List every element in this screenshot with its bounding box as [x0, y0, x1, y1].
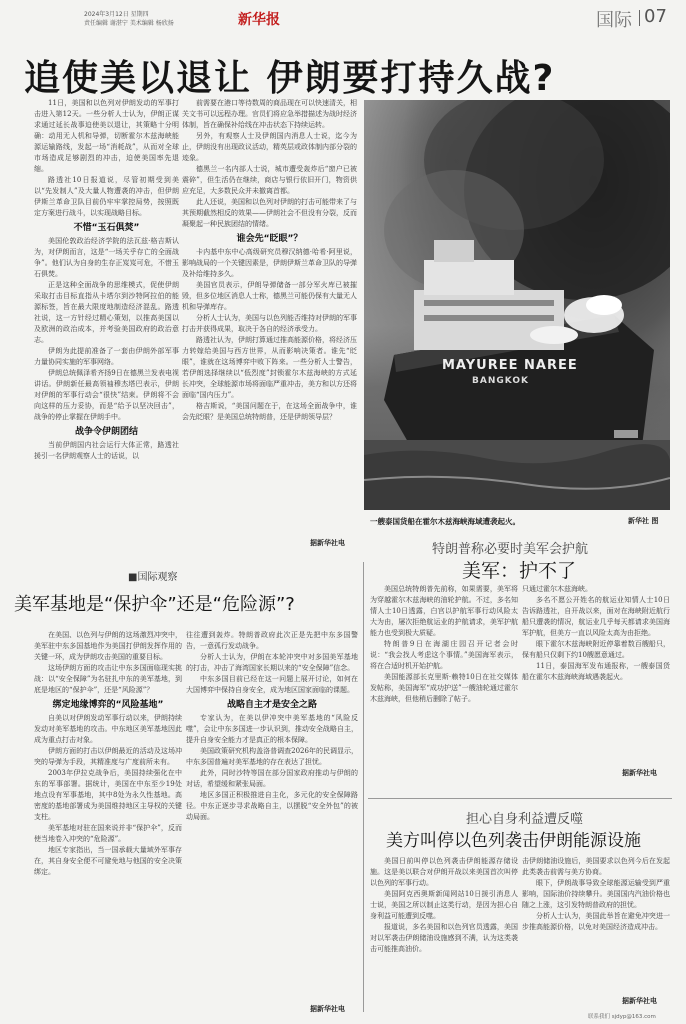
article-column [186, 630, 358, 1002]
article-credit: 据新华社电 [310, 539, 345, 547]
paragraph: 分析人士认为，美国与以色列能否维持对伊朗的军事打击并获得成果，取决于各自的经济承受力。 [182, 314, 357, 333]
paragraph: 自美以对伊朗发动军事行动以来，伊朗持续发动对美军基地的攻击。中东地区美军基地因此成为重点打击对象。 [34, 714, 182, 744]
article-column [34, 630, 182, 1008]
burning-ship-image [364, 100, 670, 510]
paragraph: 专家认为，在美以伊冲突中美军基地的“风险反噬”，会让中东多国进一步认识到，推动安全战略自主，提升自身安全能力才是真正的根本保障。 [186, 714, 358, 744]
paragraph: 美国总统特朗普先前称，如果需要，美军将为穿越霍尔木兹海峡的油轮护航。不过，多名知情人士10日透露，白宫以护航军事行动风险太大为由，屡次拒绝航运业的护航请求，美军护航能力也受到极大质疑。 [370, 585, 518, 637]
paragraph: 美国官员表示，伊朗导弹储备一部分军火库已被摧毁，但多位地区消息人士称，德黑兰可能仍保有大量无人机和导弹库存。 [182, 281, 357, 311]
ship-name: MAYUREE NAREE [442, 358, 578, 373]
paragraph: 地区专家指出，当一国承载大量域外军事存在，其自身安全便不可避免地与他国的安全决策绑定。 [34, 846, 182, 876]
article-headline: 美军：护不了 [462, 560, 577, 582]
article-kicker: 担心自身利益遭反噬 [466, 812, 584, 827]
subheading: 战争令伊朗团结 [74, 427, 138, 437]
paragraph: 伊朗方面的打击以伊朗最近的活动及这场冲突的导弹为手段，其精准度与广度前所未有。 [34, 747, 182, 766]
footer-contact: 联系我们 sjdyp@163.com [588, 1014, 656, 1020]
column-label: ■国际观察 [128, 572, 178, 583]
paragraph: 此外，同时沙特等国在部分国家政府推动与伊朗的对话，希望缓和紧张局面。 [186, 769, 358, 788]
paragraph: 美国政策研究机构盖洛普调查2026年的民调显示，中东多国普遍对美军基地的存在表达了担忧。 [186, 747, 358, 766]
photo-credit: 新华社 图 [628, 517, 659, 525]
article-column [522, 856, 670, 994]
page-number: 07 [644, 6, 667, 27]
photo-caption: 一艘泰国货船在霍尔木兹海峡海域遭袭起火。 [370, 517, 520, 526]
article-column [522, 584, 670, 764]
paragraph: 2003年伊拉克战争后，美国持续强化在中东的军事部署。据统计，美国在中东至少19处地点设有军事基地，其中8处为永久性基地。高密度的基地部署成为美国维持地区主导权的关键支柱。 [34, 769, 182, 821]
paragraph: 伊朗为此提前准备了一套由伊朗外部军事力量协同实施的军事网络。 [34, 347, 179, 366]
article-column [34, 98, 179, 552]
paragraph: 正是这种全面战争的思维模式，促使伊朗采取打击目标直指从卡塔尔到沙特阿拉伯的能源标签，旨在最大限度地制造经济混乱。路透社说，这一方针经过精心策划，以推高美国以及欧洲的政治成本，并考验美国政府的政治意志。 [34, 281, 179, 344]
newspaper-logo: 新华报 [238, 12, 280, 28]
article-column [370, 856, 518, 1006]
paragraph: 只通过霍尔木兹海峡。 [522, 585, 592, 593]
paragraph: 11日，泰国海军发布通报称，一艘泰国货船在霍尔木兹海峡海域遇袭起火。 [522, 662, 670, 681]
paragraph: 德黑兰一名内部人士说，城市遭受轰炸后“窗户已被震碎”，但生活仍在继续，商店与银行依旧开门，物资供应充足，大多数民众并未撤离首都。 [182, 165, 357, 195]
paragraph: 这场伊朗方面的攻击让中东多国面临现实挑战：以“安全保障”为名驻扎中东的美军基地，到底是地区的“保护伞”，还是“风险源”？ [34, 664, 182, 694]
article-credit: 据新华社电 [622, 769, 657, 777]
paragraph: 当前伊朗国内社会运行大体正常，路透社援引一名伊朗观察人士的话说，以 [34, 441, 179, 460]
article-headline: 美方叫停以色列袭击伊朗能源设施 [386, 831, 641, 851]
subheading: 谁会先“眨眼”？ [236, 234, 303, 244]
paragraph: 分析人士认为，伊朗在本轮冲突中对多国美军基地的打击，冲击了海湾国家长期以来的“安全保障”信念。 [186, 653, 358, 672]
paragraph: 特朗普9日在海湖庄园召开记者会时说：“我会找人考虑这个事情。”美国海军表示，将在合适时机开始护航。 [370, 640, 518, 670]
ship-port: BANGKOK [472, 376, 529, 386]
paragraph: 在美国、以色列与伊朗的这场激烈冲突中，美军驻中东多国基地作为美国打伊朗发挥作用的关键一环，成为伊朗攻击美国的重要目标。 [34, 631, 182, 661]
paragraph: 11日，美国和以色列对伊朗发动的军事打击进入第12天。一些分析人士认为，伊朗正谋求通过延长战事迫使美以退让，其策略十分明确：动用无人机和导弹，切断霍尔木兹海峡能源运输路线，发起一场“消耗战”，从而对全球市场造成足够剧烈的冲击，迫使美国率先退缩。 [34, 99, 179, 173]
paragraph: 美军基地对驻在国来说并非“保护伞”，反而使当地卷入冲突的“危险源”。 [34, 824, 182, 843]
paragraph: 眼下，伊朗战事导致全球能源运输受到严重影响，国际油价持续攀升。美国国内汽油价格也随之上涨，这引发特朗普政府的担忧。 [522, 879, 670, 909]
masthead-date: 2024年3月12日 星期四 [84, 11, 149, 18]
subheading: 绑定地缘博弈的“风险基地” [52, 700, 164, 710]
paragraph: 美国阿克西奥斯新闻网站10日援引消息人士说，美国之所以制止这类行动，是因为担心自身利益可能遭到反噬。 [370, 890, 518, 920]
article-kicker: 特朗普称必要时美军会护航 [432, 542, 589, 557]
paragraph: 地区多国正积极推进自主化，多元化的安全保障路径。中东正逐步寻求战略自主，以摆脱“安全外包”的被动局面。 [186, 791, 358, 821]
paragraph: 路透社10日报道说，尽管初期受到美以“先发制人”及大量人物遭袭的冲击，但伊朗伊斯兰革命卫队目前仍牢牢掌控局势，按照既定方案进行战斗，以实现战略目标。 [34, 176, 179, 217]
section-rule [368, 798, 672, 799]
subheading: 战略自主才是安全之路 [226, 700, 317, 710]
masthead-editors: 责任编辑 谢湛宁 美术编辑 杨欣扬 [84, 20, 174, 27]
main-headline: 追使美以退让 伊朗要打持久战? [24, 58, 556, 99]
article-credit: 据新华社电 [310, 1005, 345, 1013]
article-headline: 美军基地是“保护伞”还是“危险源”? [14, 594, 295, 615]
paragraph: 卡内基中东中心高级研究员穆汉纳德·哈希·阿里说，影响战局的一个关键因素是，伊朗伊斯兰革命卫队的导弹及补给维持多久。 [182, 248, 357, 278]
subheading: 不惜“玉石俱焚” [73, 223, 140, 233]
paragraph: 击伊朗储油设施后，美国要求以色列今后在发起此类袭击前需与美方协商。 [522, 857, 670, 876]
paragraph: 美国伦敦政治经济学院的法瓦兹·格吉斯认为，对伊朗而言，这是“一场关乎存亡的全面战争”。他们认为自身的生存正岌岌可危，不惜玉石俱焚。 [34, 237, 179, 278]
paragraph: 报道说，多名美国和以色列官员透露，美国对以军袭击伊朗储油设施感到不满，认为这类袭击可能推高油价。 [370, 923, 518, 953]
paragraph: 前需要在港口等待数周的商品现在可以快速清关，相关文书可以远程办理。官员们将应急举措描述为战时经济体制，旨在确保补给线在冲击状态下持续运转。 [182, 99, 357, 129]
paragraph: 美国能源部长克里斯·赖特10日在社交媒体发帖称，美国海军“成功护送”一艘油轮通过霍尔木兹海峡，但他稍后删除了帖子。 [370, 673, 518, 703]
paragraph: 多名不愿公开姓名的航运业知情人士10日告诉路透社，自开战以来，面对在海峡附近航行船只遭袭的情况，航运业几乎每天都请求美国海军护航，但美方一直以风险太高为由拒绝。 [522, 596, 670, 637]
section-title: 国际 [596, 10, 632, 31]
paragraph: 格吉斯说，“美国问题在于，在这场全面战争中，谁会先眨眼？是美国总统特朗普，还是伊朗领导层？ [182, 402, 357, 421]
paragraph: 分析人士认为，美国此举旨在避免冲突进一步推高能源价格，以免对美国经济造成冲击。 [522, 912, 670, 931]
paragraph: 路透社认为，伊朗打算通过推高能源价格，将经济压力转嫁给美国与西方世界，从而影响决策者。谁先“眨眼”，谁就在这场博弈中败下阵来。一些分析人士警告，若伊朗选择继续以“低烈度”封锁霍尔木兹海峡的方式延长冲突，全球能源市场将面临严重冲击，美方和以方还将面临“国内压力”。 [182, 336, 357, 399]
paragraph: 往往遭到轰炸。特朗普政府此次正是先把中东多国警告，一意孤行发动战争。 [186, 631, 358, 650]
article-column [182, 98, 357, 534]
paragraph: 中东多国目前已经在这一问题上展开讨论，如何在大国博弈中保持自身安全，成为地区国家面临的课题。 [186, 675, 358, 694]
column-rule [363, 562, 364, 1012]
paragraph: 伊朗总统佩泽希齐扬9日在德黑兰发表电视讲话。伊朗新任最高领袖穆杰塔巴表示，伊朗对伊朗的军事行动会“很快”结束。伊朗将不会向这样的压力妥协，而是“给予以坚决回击”，战争的停止掌握在伊朗手中。 [34, 369, 179, 421]
ship-fire-photo [364, 100, 670, 510]
paragraph: 另外，有观察人士及伊朗国内消息人士说，迄今为止，伊朗没有出现政议活动，精英层或政体制内部分裂的迹象。 [182, 132, 357, 162]
article-column [370, 584, 518, 784]
paragraph: 美国日前叫停以色列袭击伊朗能源存储设施。这是美以联合对伊朗开战以来美国首次叫停以色列的军事行动。 [370, 857, 518, 887]
article-credit: 据新华社电 [622, 997, 657, 1005]
section-divider [639, 10, 640, 26]
paragraph: 眼下霍尔木兹海峡附近停靠着数百艘船只，保有船只仅剩下约10艘愿意通过。 [522, 640, 670, 659]
paragraph: 此人还说，美国和以色列对伊朗的打击可能带来了与其预期截然相反的效果——伊朗社会不但没有分裂，反而凝聚起一种民族团结的情绪。 [182, 198, 357, 228]
